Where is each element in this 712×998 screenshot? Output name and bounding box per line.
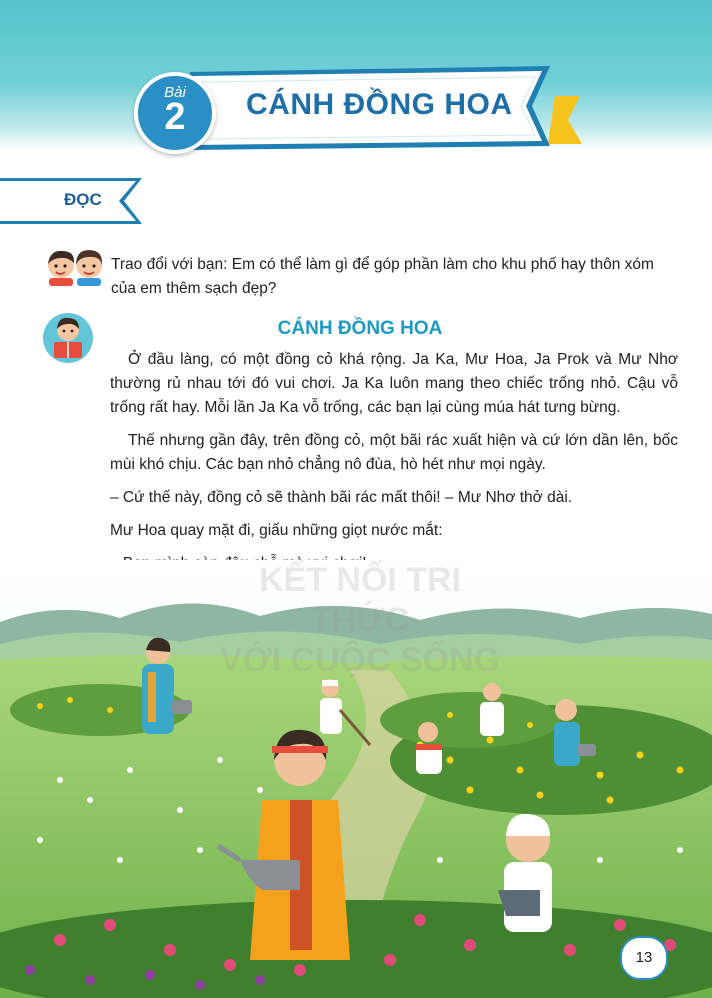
publisher-watermark xyxy=(210,560,510,680)
lesson-word: Bài xyxy=(164,84,186,101)
story-title: CÁNH ĐỒNG HOA xyxy=(277,318,443,339)
child-back-right xyxy=(480,683,504,736)
discussion-icon xyxy=(44,248,106,286)
lesson-number: 2 xyxy=(164,96,186,138)
story-paragraph: Ở đầu làng, có một đồng cỏ khá rộng. Ja Ka, Mư Hoa, Ja Prok và Mư Nhơ thường rủ nhau tới đó vui chơi. Ja Ka luôn mang theo chiếc trống nhỏ. Cậu vỗ trống rất hay. Mỗi lần Ja Ka vỗ trống, các bạn lại cùng múa hát tưng bừng. xyxy=(110,351,678,416)
story-paragraph: Mư Hoa quay mặt đi, giấu những giọt nước mắt: xyxy=(110,522,443,539)
watermark-line: VỚI CUỘC SỐNG xyxy=(219,641,501,679)
story-paragraph: Thế nhưng gần đây, trên đồng cỏ, một bãi rác xuất hiện và cứ lớn dần lên, bốc mùi khó chịu. Các bạn nhỏ chẳng nô đùa, hò hét như mọi ngày. xyxy=(110,432,678,473)
reading-icon xyxy=(42,312,94,364)
story-dialogue: – Cứ thế này, đồng cỏ sẽ thành bãi rác mất thôi! – Mư Nhơ thở dài. xyxy=(110,489,573,506)
lesson-badge xyxy=(134,72,216,154)
section-label: ĐỌC xyxy=(64,190,102,209)
watermark-line: KẾT NỐI TRI THỨC xyxy=(258,561,462,639)
discussion-question: Trao đổi với bạn: Em có thể làm gì để góp phần làm cho khu phố hay thôn xóm của em thêm sạch đẹp? xyxy=(111,256,654,297)
page-number: 13 xyxy=(620,936,668,980)
lesson-title: CÁNH ĐỒNG HOA xyxy=(246,88,513,121)
